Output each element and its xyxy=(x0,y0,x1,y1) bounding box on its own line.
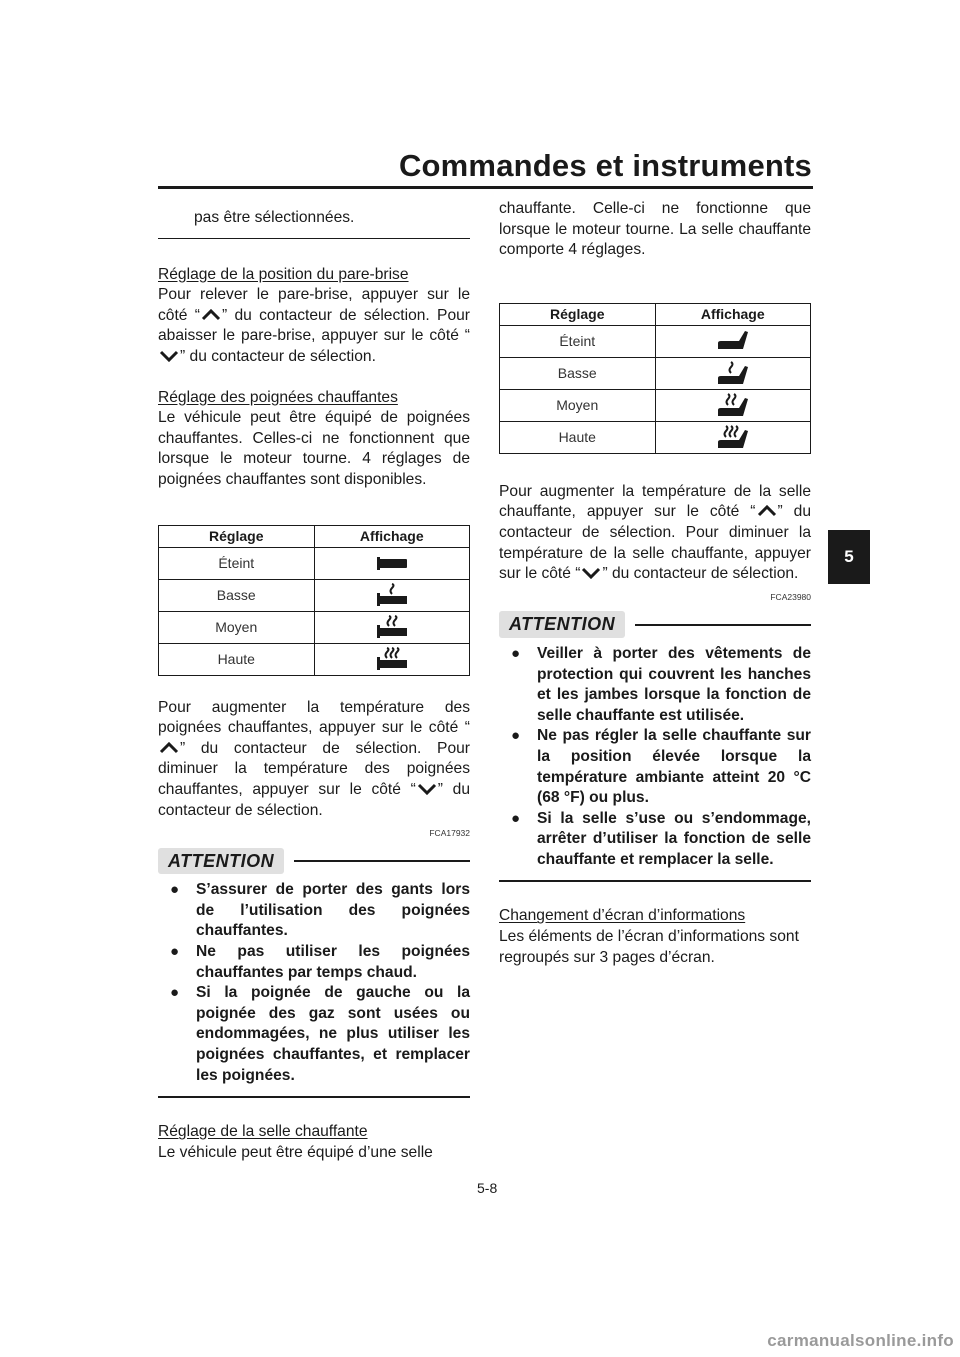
attention-badge: ATTENTION xyxy=(499,611,625,638)
table-header-setting: Réglage xyxy=(159,525,315,547)
list-item: ● Si la poignée de gauche ou la poignée des gaz sont usées ou endommagées, ne plus utiliser les poignées chauffantes, et remplacer les poignées. xyxy=(158,983,470,1086)
list-item: ● Ne pas régler la selle chauffante sur la position élevée lorsque la température ambiante atteint 20 °C (68 °F) ou plus. xyxy=(499,726,811,808)
attention-header xyxy=(158,848,470,875)
attention-badge: ATTENTION xyxy=(158,848,284,875)
seat-medium-icon xyxy=(655,389,811,421)
info-text: Les éléments de l’écran d’informations sont regroupés sur 3 pages d’écran. xyxy=(499,928,799,966)
table-header-setting: Réglage xyxy=(500,303,656,325)
reference-code: FCA23980 xyxy=(770,591,811,602)
list-item: ● Veiller à porter des vêtements de protection qui couvrent les hanches et les jambes lorsque la fonction de selle chauffante est utilisée. xyxy=(499,644,811,726)
table-row: Haute xyxy=(500,421,811,453)
chevron-down-icon xyxy=(417,783,437,795)
table-row: Basse xyxy=(500,357,811,389)
chevron-up-icon xyxy=(159,742,179,754)
table-header-display: Affichage xyxy=(314,525,470,547)
intro-text: pas être sélectionnées. xyxy=(194,209,355,226)
list-item: ● Si la selle s’use ou s’endommage, arrêter d’utiliser la fonction de selle chauffante et remplacer la selle. xyxy=(499,809,811,871)
seat-text: Le véhicule peut être équipé d’une selle xyxy=(158,1143,433,1161)
section-divider xyxy=(158,238,470,239)
title-rule xyxy=(158,186,813,189)
chevron-down-icon xyxy=(581,567,601,579)
seat-settings-table xyxy=(499,303,811,454)
seat-temp-text: Pour augmenter la température de la selle chauffante, appuyer sur le côté “ ” du contacteur de sélection. Pour diminuer la température de la selle chauffante, appuyer sur le côté “ ” du contacteur de sélection. xyxy=(499,482,811,583)
seat-low-icon xyxy=(655,357,811,389)
grip-high-icon xyxy=(314,643,470,675)
info-heading: Changement d’écran d’informations xyxy=(499,907,746,925)
watermark: carmanualsonline.info xyxy=(767,1331,954,1350)
grip-low-icon xyxy=(314,579,470,611)
table-row: Basse xyxy=(159,579,470,611)
seat-off-icon xyxy=(655,325,811,357)
page-title: Commandes et instruments xyxy=(398,148,812,183)
seat-text-continued: chauffante. Celle-ci ne fonctionne que lorsque le moteur tourne. La selle chauffante comporte 4 réglages. xyxy=(499,200,811,259)
page-number: 5-8 xyxy=(477,1180,498,1196)
table-row: Moyen xyxy=(159,611,470,643)
table-row: Éteint xyxy=(500,325,811,357)
left-column xyxy=(158,208,470,1163)
list-item: ● S’assurer de porter des gants lors de l’utilisation des poignées chauffantes. xyxy=(158,880,470,942)
grips-temp-text: Pour augmenter la température des poignées chauffantes, appuyer sur le côté “ ” du contacteur de sélection. Pour diminuer la température des poignées chauffantes, appuyer sur le côté “ ” du contacteur de sélection. xyxy=(158,698,470,819)
reference-code: FCA17932 xyxy=(429,828,470,839)
attention-end-rule xyxy=(499,880,811,882)
table-row: Moyen xyxy=(500,389,811,421)
grip-settings-table xyxy=(158,525,470,676)
table-header-display: Affichage xyxy=(655,303,811,325)
grip-off-icon xyxy=(314,547,470,579)
attention-list xyxy=(158,880,470,1086)
chevron-up-icon xyxy=(201,309,221,321)
windscreen-heading: Réglage de la position du pare-brise xyxy=(158,265,409,283)
seat-high-icon xyxy=(655,421,811,453)
attention-list xyxy=(499,644,811,871)
chevron-up-icon xyxy=(757,505,777,517)
seat-heading: Réglage de la selle chauffante xyxy=(158,1123,368,1141)
attention-end-rule xyxy=(158,1096,470,1098)
windscreen-text: Pour relever le pare-brise, appuyer sur le côté “ ” du contacteur de sélection. Pour abaisser le pare-brise, appuyer sur le côté “ ” du contacteur de sélection. xyxy=(158,286,470,365)
attention-header xyxy=(499,611,811,638)
right-column xyxy=(499,199,811,968)
table-row: Éteint xyxy=(159,547,470,579)
chevron-down-icon xyxy=(159,350,179,362)
grips-heading: Réglage des poignées chauffantes xyxy=(158,388,398,406)
grips-text: Le véhicule peut être équipé de poignées chauffantes. Celles-ci ne fonctionnent que lorsque le moteur tourne. 4 réglages de poignées chauffantes sont disponibles. xyxy=(158,409,470,488)
grip-medium-icon xyxy=(314,611,470,643)
list-item: ● Ne pas utiliser les poignées chauffantes par temps chaud. xyxy=(158,942,470,983)
table-row: Haute xyxy=(159,643,470,675)
chapter-tab: 5 xyxy=(828,530,870,584)
